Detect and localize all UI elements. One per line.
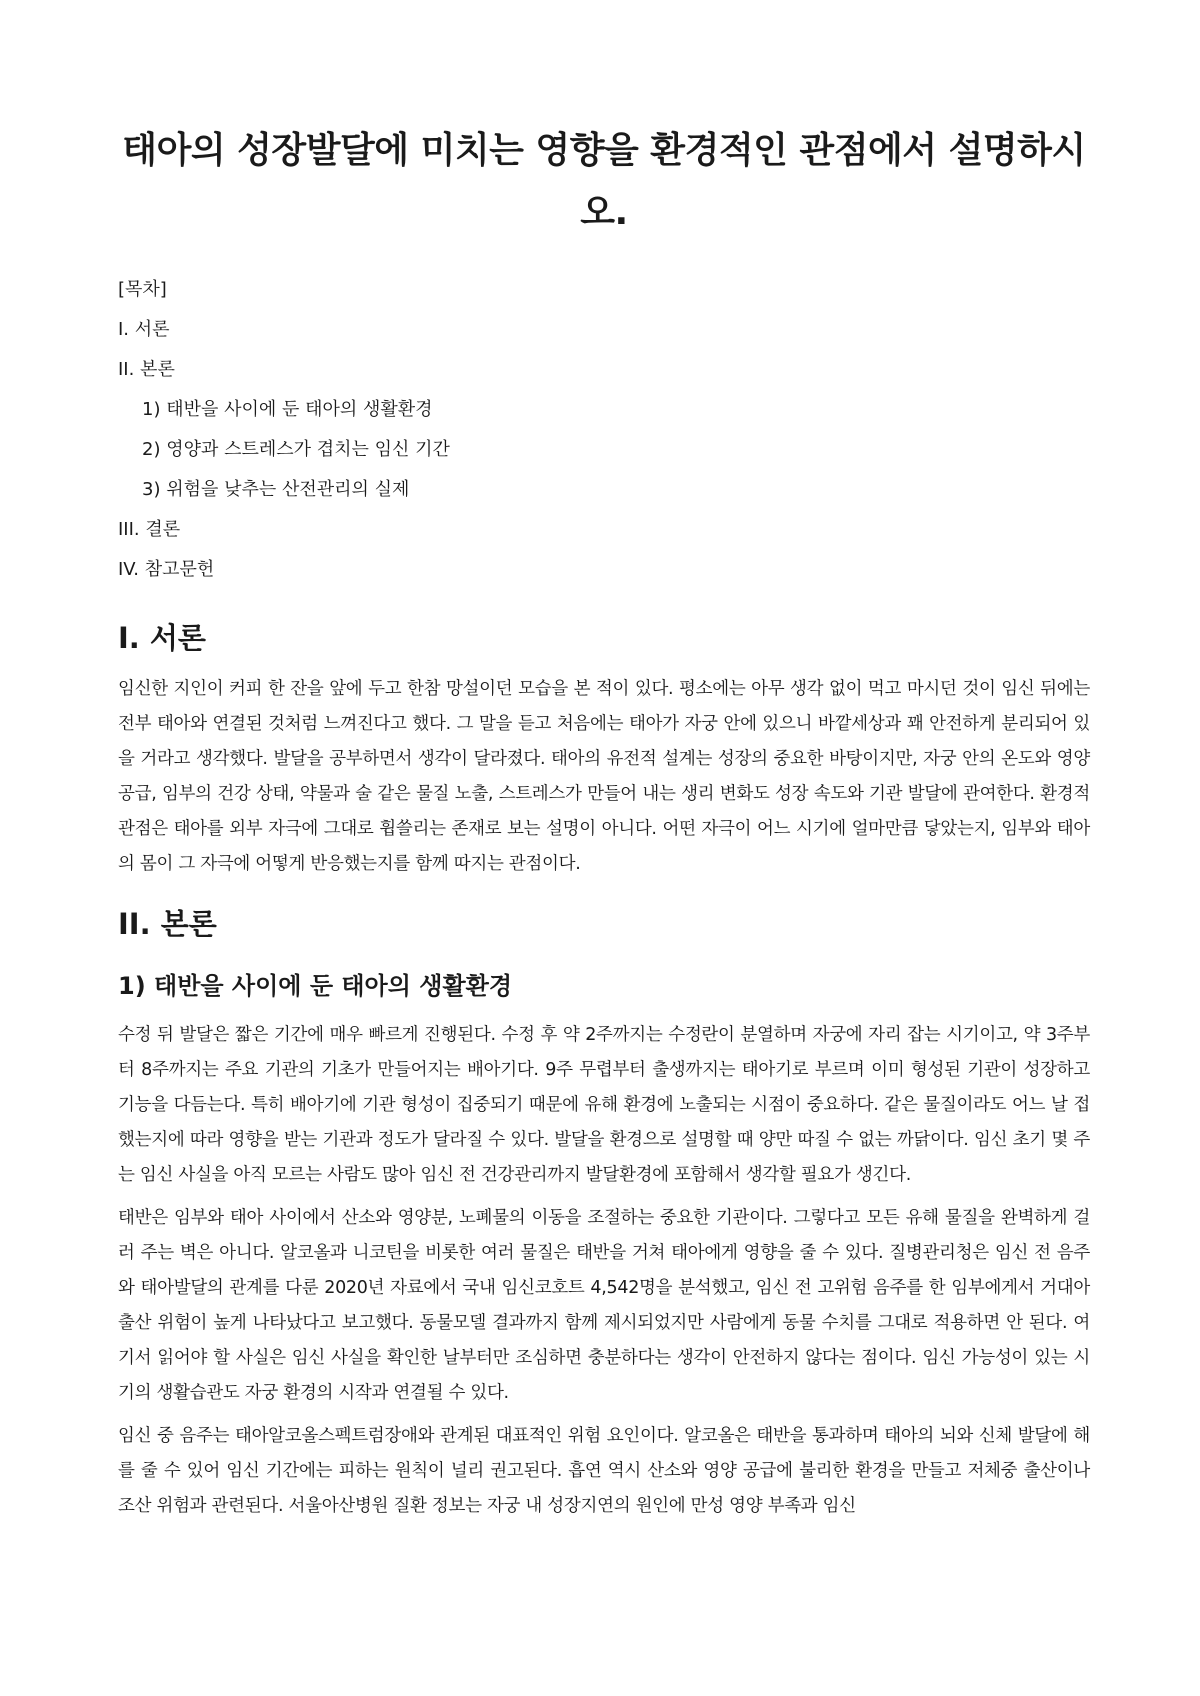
intro-paragraph: 임신한 지인이 커피 한 잔을 앞에 두고 한참 망설이던 모습을 본 적이 있다. 평소에는 아무 생각 없이 먹고 마시던 것이 임신 뒤에는 전부 태아와 연결된 것처럼 느껴진다고 했다. 그 말을 듣고 처음에는 태아가 자궁 안에 있으니 바깥세상과 꽤 안전하게 분리되어 있을 거라고 생각했다. 발달을 공부하면서 생각이 달라졌다. 태아의 유전적 설계는 성장의 중요한 바탕이지만, 자궁 안의 온도와 영양 공급, 임부의 건강 상태, 약물과 술 같은 물질 노출, 스트레스가 만들어 내는 생리 변화도 성장 속도와 기관 발달에 관여한다. 환경적 관점은 태아를 외부 자극에 그대로 휩쓸리는 존재로 보는 설명이 아니다. 어떤 자극이 어느 시기에 얼마만큼 닿았는지, 임부와 태아의 몸이 그 자극에 어떻게 반응했는지를 함께 따지는 관점이다.	[118, 679, 1090, 874]
toc-item: II. 본론	[118, 359, 175, 380]
body-paragraph: 수정 뒤 발달은 짧은 기간에 매우 빠르게 진행된다. 수정 후 약 2주까지는 수정란이 분열하며 자궁에 자리 잡는 시기이고, 약 3주부터 8주까지는 주요 기관의 기초가 만들어지는 배아기다. 9주 무렵부터 출생까지는 태아기로 부르며 이미 형성된 기관이 성장하고 기능을 다듬는다. 특히 배아기에 기관 형성이 집중되기 때문에 유해 환경에 노출되는 시점이 중요하다. 같은 물질이라도 어느 날 접했는지에 따라 영향을 받는 기관과 정도가 달라질 수 있다. 발달을 환경으로 설명할 때 양만 따질 수 없는 까닭이다. 임신 초기 몇 주는 임신 사실을 아직 모르는 사람도 많아 임신 전 건강관리까지 발달환경에 포함해서 생각할 필요가 생긴다.	[118, 1025, 1090, 1185]
table-of-contents	[118, 270, 1090, 590]
section-heading-intro: I. 서론	[118, 621, 206, 655]
document-title: 태아의 성장발달에 미치는 영향을 환경적인 관점에서 설명하시오.	[122, 130, 1086, 233]
toc-item: IV. 참고문헌	[118, 559, 215, 580]
toc-item: 3) 위험을 낮추는 산전관리의 실제	[142, 479, 410, 500]
toc-item: I. 서론	[118, 319, 170, 340]
body-paragraph: 임신 중 음주는 태아알코올스펙트럼장애와 관계된 대표적인 위험 요인이다. 알코올은 태반을 통과하며 태아의 뇌와 신체 발달에 해를 줄 수 있어 임신 기간에는 피하는 원칙이 널리 권고된다. 흡연 역시 산소와 영양 공급에 불리한 환경을 만들고 저체중 출산이나 조산 위험과 관련된다. 서울아산병원 질환 정보는 자궁 내 성장지연의 원인에 만성 영양 부족과 임신	[118, 1426, 1090, 1516]
section-heading-body: II. 본론	[118, 907, 217, 941]
toc-heading: [목차]	[118, 279, 167, 300]
body-paragraph: 태반은 임부와 태아 사이에서 산소와 영양분, 노폐물의 이동을 조절하는 중요한 기관이다. 그렇다고 모든 유해 물질을 완벽하게 걸러 주는 벽은 아니다. 알코올과 니코틴을 비롯한 여러 물질은 태반을 거쳐 태아에게 영향을 줄 수 있다. 질병관리청은 임신 전 음주와 태아발달의 관계를 다룬 2020년 자료에서 국내 임신코호트 4,542명을 분석했고, 임신 전 고위험 음주를 한 임부에게서 거대아 출산 위험이 높게 나타났다고 보고했다. 동물모델 결과까지 함께 제시되었지만 사람에게 동물 수치를 그대로 적용하면 안 된다. 여기서 읽어야 할 사실은 임신 사실을 확인한 날부터만 조심하면 충분하다는 생각이 안전하지 않다는 점이다. 임신 가능성이 있는 시기의 생활습관도 자궁 환경의 시작과 연결될 수 있다.	[118, 1208, 1090, 1403]
toc-item: III. 결론	[118, 519, 181, 540]
toc-item: 1) 태반을 사이에 둔 태아의 생활환경	[142, 399, 433, 420]
toc-item: 2) 영양과 스트레스가 겹치는 임신 기간	[142, 439, 450, 460]
subsection-heading-1: 1) 태반을 사이에 둔 태아의 생활환경	[118, 972, 513, 1000]
